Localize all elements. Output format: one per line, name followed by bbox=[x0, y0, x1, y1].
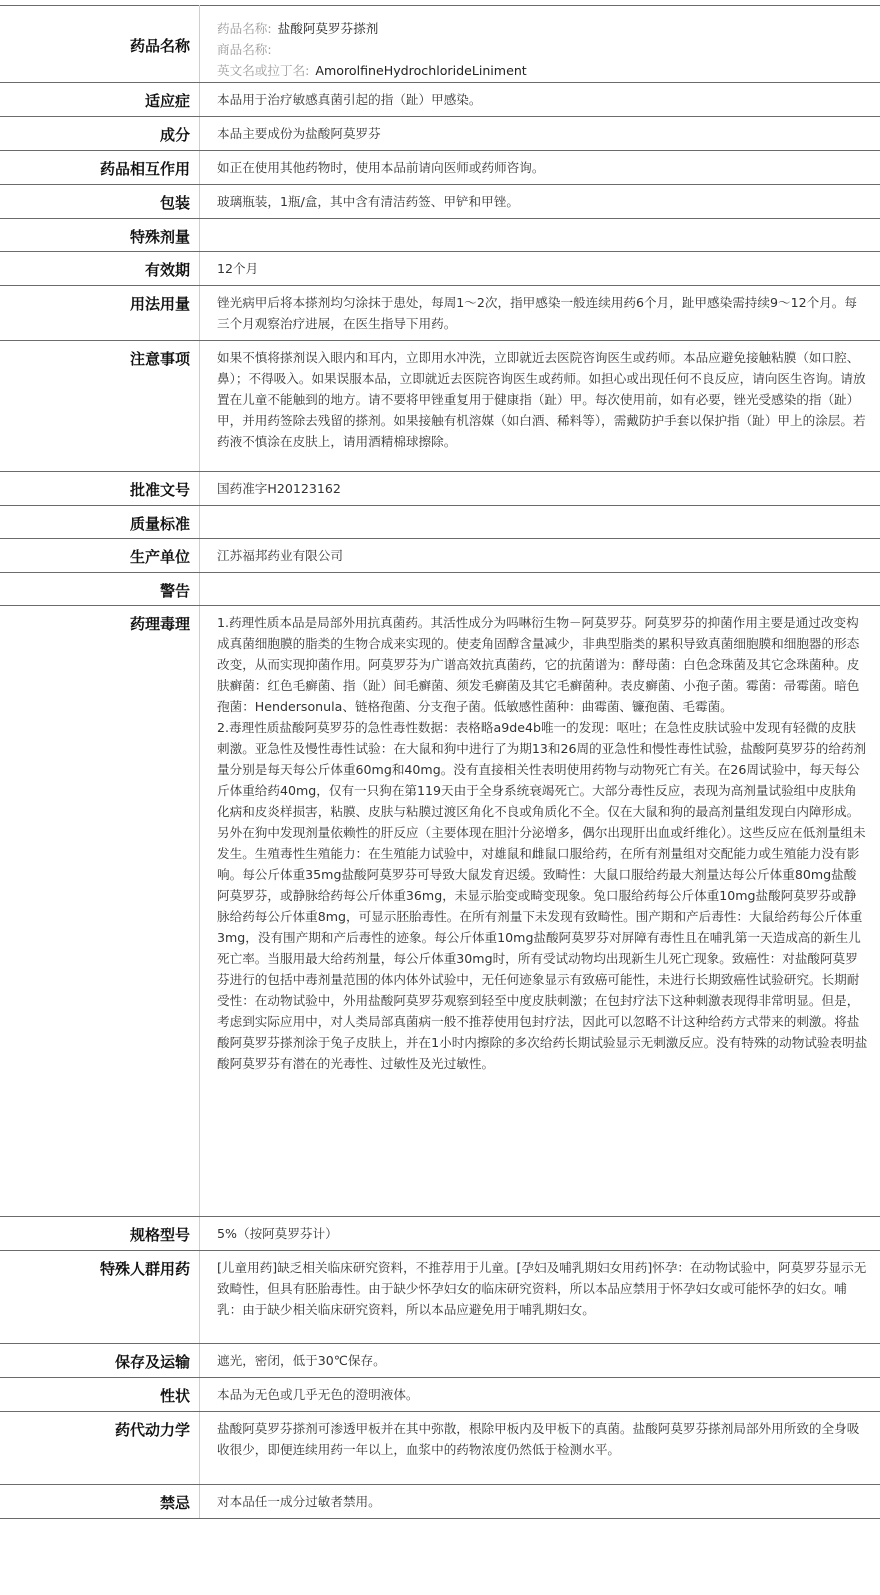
label-interactions: 药品相互作用 bbox=[0, 151, 190, 179]
label-storage: 保存及运输 bbox=[0, 1344, 190, 1372]
value-appearance: 本品为无色或几乎无色的澄明液体。 bbox=[217, 1378, 868, 1411]
generic-name-value: 盐酸阿莫罗芬搽剂 bbox=[278, 21, 379, 36]
row-interactions bbox=[0, 151, 880, 185]
row-packaging bbox=[0, 185, 880, 219]
value-special-population: [儿童用药]缺乏相关临床研究资料，不推荐用于儿童。[孕妇及哺乳期妇女用药]怀孕：在动物试验中，阿莫罗芬显示无致畸性，但具有胚胎毒性。由于缺少怀孕妇女的临床研究资料，所以本品应禁用于怀孕妇女或可能怀孕的妇女。哺乳：由于缺少相关临床研究资料，所以本品应避免用于哺乳期妇女。 bbox=[217, 1251, 868, 1326]
label-appearance: 性状 bbox=[0, 1378, 190, 1406]
value-special-dose bbox=[217, 219, 868, 251]
row-quality-standard bbox=[0, 506, 880, 539]
value-precautions: 如果不慎将搽剂误入眼内和耳内，立即用水冲洗，立即就近去医院咨询医生或药师。本品应避免接触粘膜（如口腔、鼻）；不得吸入。如果误服本品，立即就近去医院咨询医生或药师。如担心或出现任何不良反应，请向医生咨询。请放置在儿童不能触到的地方。请不要将甲锉重复用于健康指（趾）甲。每次使用前，如有必要，锉光受感染的指（趾）甲，并用药签除去残留的搽剂。如果接触有机溶媒（如白酒、稀料等），需戴防护手套以保护指（趾）甲上的涂层。若药液不慎涂在皮肤上，请用酒精棉球擦除。 bbox=[217, 341, 868, 458]
generic-name-line: 药品名称: 盐酸阿莫罗芬搽剂 bbox=[217, 18, 868, 39]
value-ingredients: 本品主要成份为盐酸阿莫罗芬 bbox=[217, 117, 868, 150]
value-indications: 本品用于治疗敏感真菌引起的指（趾）甲感染。 bbox=[217, 83, 868, 116]
value-storage: 遮光，密闭，低于30℃保存。 bbox=[217, 1344, 868, 1377]
row-pharmacokinetics bbox=[0, 1412, 880, 1485]
english-name-line: 英文名或拉丁名: AmorolfineHydrochlorideLiniment bbox=[217, 60, 868, 81]
row-special-population bbox=[0, 1251, 880, 1344]
pharmacology-paragraph: 1.药理性质本品是局部外用抗真菌药。其活性成分为吗啉衍生物－阿莫罗芬。阿莫罗芬的抑菌作用主要是通过改变构成真菌细胞膜的脂类的生物合成来实现的。使麦角固醇含量减少，非典型脂类的累积导致真菌细胞膜和细胞器的形态改变，从而实现抑菌作用。阿莫罗芬为广谱高效抗真菌药，它的抗菌谱为：酵母菌：白色念珠菌及其它念珠菌种。皮肤癣菌：红色毛癣菌、指（趾）间毛癣菌、须发毛癣菌及其它毛癣菌种。表皮癣菌、小孢子菌。霉菌：帚霉菌。暗色孢菌：Hendersonula、链格孢菌、分支孢子菌。低敏感性菌种：曲霉菌、镰孢菌、毛霉菌。 bbox=[217, 612, 868, 717]
drug-spec-table bbox=[0, 5, 880, 1519]
row-contraindications bbox=[0, 1485, 880, 1519]
row-indications bbox=[0, 83, 880, 117]
label-ingredients: 成分 bbox=[0, 117, 190, 145]
value-interactions: 如正在使用其他药物时，使用本品前请向医师或药师咨询。 bbox=[217, 151, 868, 184]
row-special-dose bbox=[0, 219, 880, 252]
row-storage bbox=[0, 1344, 880, 1378]
value-pharmacokinetics: 盐酸阿莫罗芬搽剂可渗透甲板并在其中弥散，根除甲板内及甲板下的真菌。盐酸阿莫罗芬搽剂局部外用所致的全身吸收很少，即便连续用药一年以上，血浆中的药物浓度仍然低于检测水平。 bbox=[217, 1412, 868, 1466]
value-validity: 12个月 bbox=[217, 252, 868, 285]
row-approval bbox=[0, 472, 880, 506]
value-usage: 锉光病甲后将本搽剂均匀涂抹于患处，每周1～2次，指甲感染一般连续用药6个月，趾甲感染需持续9～12个月。每三个月观察治疗进展，在医生指导下用药。 bbox=[217, 286, 868, 340]
row-ingredients bbox=[0, 117, 880, 151]
label-precautions: 注意事项 bbox=[0, 341, 190, 369]
label-quality-standard: 质量标准 bbox=[0, 506, 190, 534]
row-specification bbox=[0, 1217, 880, 1251]
label-packaging: 包装 bbox=[0, 185, 190, 213]
row-warning bbox=[0, 573, 880, 606]
row-validity bbox=[0, 252, 880, 286]
label-pharmacology: 药理毒理 bbox=[0, 606, 190, 634]
value-packaging: 玻璃瓶装，1瓶/盒，其中含有清洁药签、甲铲和甲锉。 bbox=[217, 185, 868, 218]
value-contraindications: 对本品任一成分过敏者禁用。 bbox=[217, 1485, 868, 1518]
value-approval: 国药准字H20123162 bbox=[217, 472, 868, 505]
value-warning bbox=[217, 573, 868, 605]
row-drug-name bbox=[0, 6, 880, 83]
label-usage: 用法用量 bbox=[0, 286, 190, 314]
row-appearance bbox=[0, 1378, 880, 1412]
label-special-population: 特殊人群用药 bbox=[0, 1251, 190, 1279]
label-manufacturer: 生产单位 bbox=[0, 539, 190, 567]
label-warning: 警告 bbox=[0, 573, 190, 601]
label-contraindications: 禁忌 bbox=[0, 1485, 190, 1513]
trade-name-line: 商品名称: bbox=[217, 39, 868, 60]
label-approval: 批准文号 bbox=[0, 472, 190, 500]
value-specification: 5%（按阿莫罗芬计） bbox=[217, 1217, 868, 1250]
value-manufacturer: 江苏福邦药业有限公司 bbox=[217, 539, 868, 572]
toxicology-paragraph: 2.毒理性质盐酸阿莫罗芬的急性毒性数据：表格略a9de4b唯一的发现：呕吐；在急性皮肤试验中发现有轻微的皮肤刺激。亚急性及慢性毒性试验：在大鼠和狗中进行了为期13和26周的亚急性和慢性毒性试验，盐酸阿莫罗芬的给药剂量分别是每天每公斤体重60mg和40mg。没有直接相关性表明使用药物与动物死亡有关。在26周试验中，每天每公斤体重给药40mg，仅有一只狗在第119天由于全身系统衰竭死亡。大部分毒性反应，表现为高剂量试验组中皮肤角化病和皮炎样损害，粘膜、皮肤与粘膜过渡区角化不良或角质化不全。仅在大鼠和狗的最高剂量组发现白内障形成。另外在狗中发现剂量依赖性的肝反应（主要体现在胆汁分泌增多，偶尔出现肝出血或纤维化）。这些反应在低剂量组未发生。生殖毒性生殖能力：在生殖能力试验中，对雄鼠和雌鼠口服给药，在所有剂量组对交配能力或生殖能力没有影响。每公斤体重35mg盐酸阿莫罗芬可导致大鼠发育迟缓。致畸性：大鼠口服给药最大剂量达每公斤体重80mg盐酸阿莫罗芬，或静脉给药每公斤体重36mg，未显示胎变或畸变现象。兔口服给药每公斤体重10mg盐酸阿莫罗芬或静脉给药每公斤体重8mg，可显示胚胎毒性。在所有剂量下未发现有致畸性。围产期和产后毒性：大鼠给药每公斤体重3mg，没有围产期和产后毒性的迹象。每公斤体重10mg盐酸阿莫罗芬对屏障有毒性且在哺乳第一天造成高的新生儿死亡率。当服用最大给药剂量，每公斤体重30mg时，所有受试动物均出现新生儿死亡现象。致癌性：对盐酸阿莫罗芬进行的包括中毒剂量范围的体内体外试验中，无任何迹象显示有致癌可能性，未进行长期致癌性试验研究。长期耐受性：在动物试验中，外用盐酸阿莫罗芬观察到轻至中度皮肤刺激；在包封疗法下这种刺激表现得非常明显。但是，考虑到实际应用中，对人类局部真菌病一般不推荐使用包封疗法，因此可以忽略不计这种给药方式带来的刺激。将盐酸阿莫罗芬搽剂涂于兔子皮肤上，并在1小时内擦除的多次给药长期试验显示无刺激反应。没有特殊的动物试验表明盐酸阿莫罗芬有潜在的光毒性、过敏性及光过敏性。 bbox=[217, 717, 868, 1074]
value-quality-standard bbox=[217, 506, 868, 538]
label-specification: 规格型号 bbox=[0, 1217, 190, 1245]
row-manufacturer bbox=[0, 539, 880, 573]
label-validity: 有效期 bbox=[0, 252, 190, 280]
row-usage bbox=[0, 286, 880, 341]
label-pharmacokinetics: 药代动力学 bbox=[0, 1412, 190, 1440]
label-drug-name: 药品名称 bbox=[0, 6, 200, 83]
row-precautions bbox=[0, 341, 880, 472]
label-special-dose: 特殊剂量 bbox=[0, 219, 190, 247]
english-name-value: AmorolfineHydrochlorideLiniment bbox=[315, 63, 526, 78]
value-pharmacology bbox=[217, 606, 868, 1080]
row-pharmacology bbox=[0, 606, 880, 1217]
label-indications: 适应症 bbox=[0, 83, 190, 111]
value-drug-name bbox=[200, 6, 880, 83]
